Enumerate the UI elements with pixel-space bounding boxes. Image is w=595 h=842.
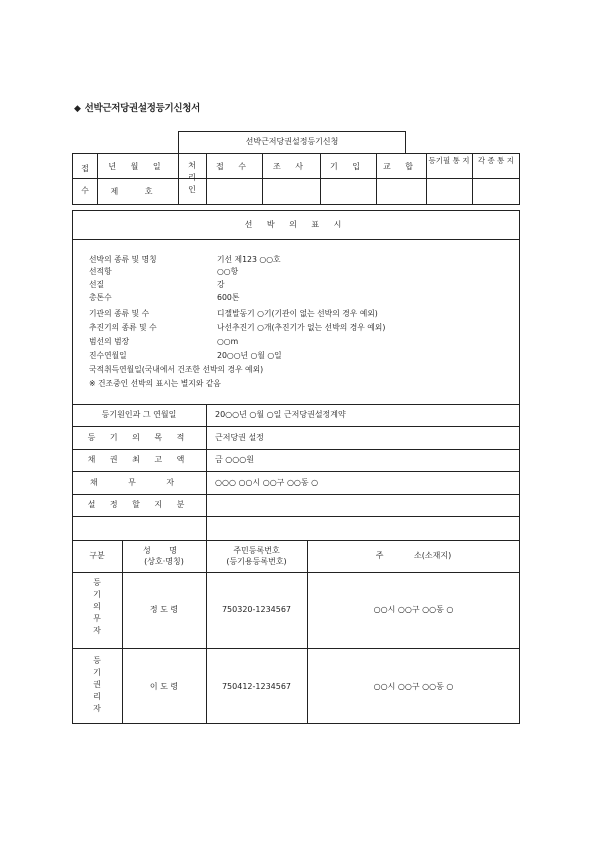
parties-header-name: 성 명: [143, 546, 185, 555]
parties-header-regno: 주민등록번호: [233, 546, 280, 555]
info-label-max-claim: 채 권 최 고 액: [87, 455, 191, 464]
vessel-row-value: 강: [217, 280, 225, 289]
info-value-cause: 20○○년 ○월 ○일 근저당권설정계약: [215, 410, 346, 419]
col-reception: 접 수: [216, 162, 252, 171]
parties-header-name-sub: (상호·명칭): [144, 557, 184, 566]
col-entry: 기 입: [330, 162, 366, 171]
vessel-row-value: 나선추진기 ○개(추진기가 없는 선박의 경우 예외): [217, 323, 386, 332]
vessel-row-label: 추진기의 종류 및 수: [89, 323, 157, 332]
parties-header-address: 주 소(소재지): [375, 551, 452, 560]
parties-table: [72, 540, 520, 724]
vessel-row-value: 20○○년 ○월 ○일: [217, 351, 282, 360]
col-collation: 교 합: [383, 162, 419, 171]
diamond-icon: ◆: [74, 104, 81, 114]
vessel-row-value: 기선 제123 ○○호: [217, 255, 281, 264]
party-type-obligor: 등 기 의 무 자: [93, 578, 101, 635]
col-various-notice: 각 종 통 지: [477, 156, 515, 165]
info-value-debtor: ○○○ ○○시 ○○구 ○○동 ○: [215, 478, 319, 487]
info-label-cause: 등기원인과 그 연월일: [101, 410, 177, 419]
vessel-note: ※ 건조중인 선박의 표시는 별지와 같음: [89, 379, 221, 388]
party-address: ○○시 ○○구 ○○동 ○: [373, 605, 454, 614]
application-header: 선박근저당권설정등기신청: [245, 137, 339, 146]
parties-header-regno-sub: (등기용등록번호): [226, 557, 287, 566]
parties-header-type: 구분: [89, 551, 105, 560]
date-label: 년 월 일: [108, 162, 167, 171]
info-label-purpose: 등 기 의 목 적: [87, 433, 191, 442]
party-type-obligee: 등 기 권 리 자: [93, 656, 101, 713]
col-completion-notice: 등기필 통 지: [428, 156, 470, 165]
vessel-row-label: 선질: [89, 280, 105, 289]
info-value-max-claim: 금 ○○○원: [215, 455, 254, 464]
vessel-note: 국적취득연월일(국내에서 건조한 선박의 경우 예외): [89, 365, 264, 374]
page-title: [74, 100, 200, 114]
party-name: 정 도 령: [149, 605, 179, 614]
info-value-purpose: 근저당권 설정: [215, 433, 264, 442]
vessel-row-value: 디젤발동기 ○기(기관이 없는 선박의 경우 예외): [217, 309, 378, 318]
vessel-row-label: 범선의 범장: [89, 337, 130, 346]
party-regno: 750320-1234567: [221, 605, 292, 614]
processing-label: 처 리 인: [188, 161, 196, 194]
info-label-share: 설 정 할 지 분: [87, 500, 191, 509]
party-address: ○○시 ○○구 ○○동 ○: [373, 682, 454, 691]
vessel-row-value: 600톤: [217, 293, 240, 302]
page-title-text: 선박근저당권설정등기신청서: [84, 103, 201, 114]
vessel-row-label: 선적항: [89, 267, 112, 276]
reception-label: 접 수: [81, 164, 89, 195]
vessel-section-heading: 선 박 의 표 시: [244, 220, 348, 229]
vessel-row-value: ○○m: [217, 337, 239, 346]
col-inspection: 조 사: [273, 162, 309, 171]
vessel-row-label: 진수연월일: [89, 351, 127, 360]
party-regno: 750412-1234567: [221, 682, 292, 691]
info-label-debtor: 채 무 자: [89, 478, 189, 487]
registration-info-table: [72, 404, 520, 541]
number-label: 제 호: [110, 187, 165, 196]
party-name: 이 도 령: [149, 682, 179, 691]
vessel-row-label: 총톤수: [89, 293, 112, 302]
vessel-row-value: ○○항: [217, 267, 239, 276]
vessel-row-label: 선박의 종류 및 명칭: [89, 255, 157, 264]
vessel-row-label: 기관의 종류 및 수: [89, 309, 150, 318]
